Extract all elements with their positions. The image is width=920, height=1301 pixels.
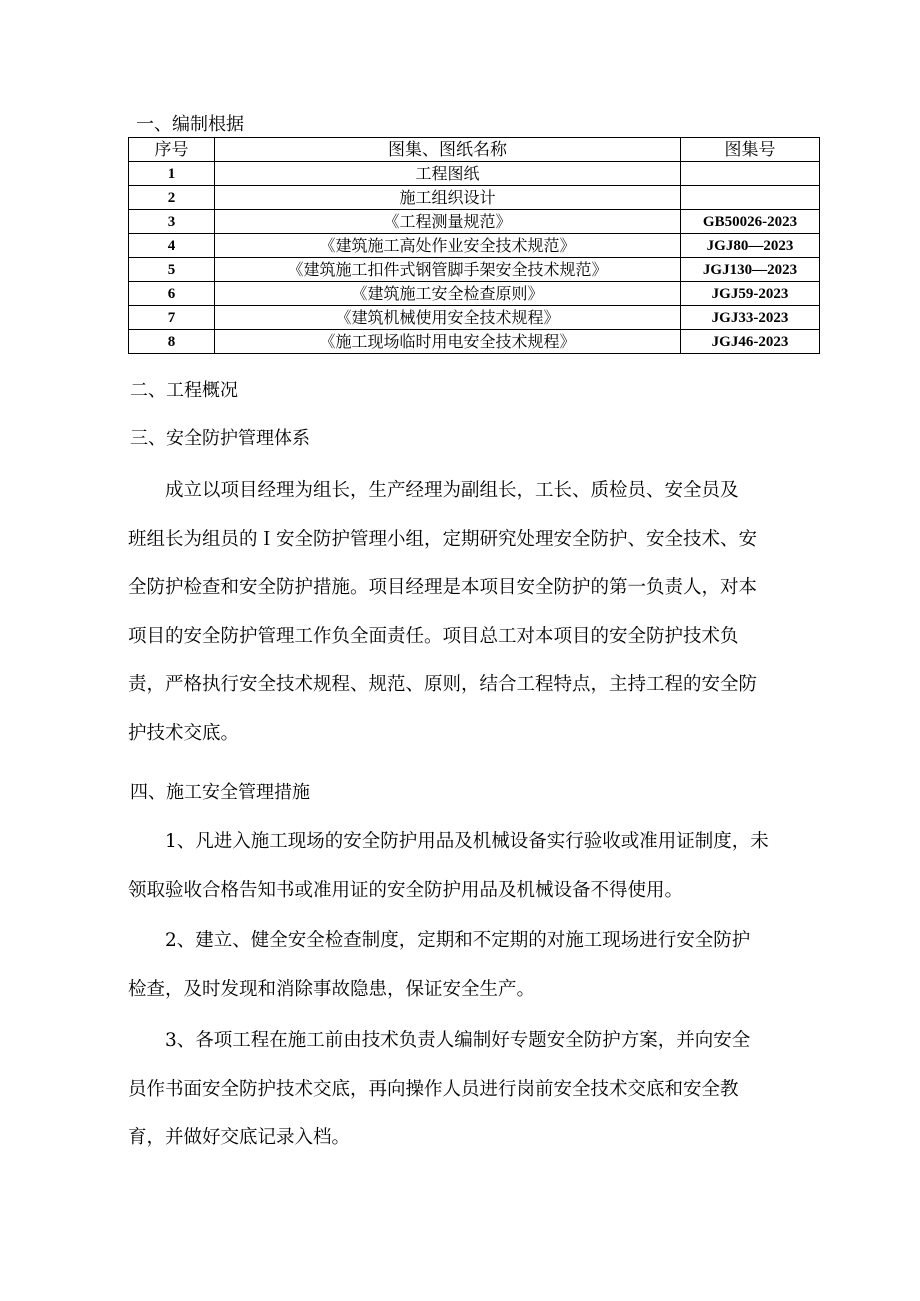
reference-table xyxy=(128,137,820,354)
row-code: JGJ33-2023 xyxy=(681,306,820,330)
table-row xyxy=(129,234,820,258)
row-code: JGJ46-2023 xyxy=(681,330,820,354)
table-row xyxy=(129,186,820,210)
paragraph-line: 全防护检查和安全防护措施。项目经理是本项目安全防护的第一负责人，对本 xyxy=(128,577,758,598)
row-no: 7 xyxy=(129,306,215,330)
section-3-title: 三、安全防护管理体系 xyxy=(130,428,310,449)
header-name: 图集、图纸名称 xyxy=(215,138,681,162)
table-row xyxy=(129,330,820,354)
row-code: JGJ80—2023 xyxy=(681,234,820,258)
section-1-title: 一、编制根据 xyxy=(136,114,244,135)
section-4-title: 四、施工安全管理措施 xyxy=(130,782,310,803)
paragraph-line: 成立以项目经理为组长，生产经理为副组长，工长、质检员、安全员及 xyxy=(165,480,739,501)
paragraph-line: 领取验收合格告知书或准用证的安全防护用品及机械设备不得使用。 xyxy=(128,879,684,901)
paragraph-line: 2、建立、健全安全检查制度，定期和不定期的对施工现场进行安全防护 xyxy=(165,930,751,951)
row-code: GB50026-2023 xyxy=(681,210,820,234)
row-no: 8 xyxy=(129,330,215,354)
paragraph-line: 检查，及时发现和消除事故隐患，保证安全生产。 xyxy=(128,978,536,1000)
paragraph-line: 项目的安全防护管理工作负全面责任。项目总工对本项目的安全防护技术负 xyxy=(128,625,739,647)
table-row xyxy=(129,282,820,306)
section-4-item-3 xyxy=(128,1017,808,1163)
section-3-paragraph xyxy=(128,467,808,758)
paragraph-line: 责，严格执行安全技术规程、规范、原则，结合工程特点，主持工程的安全防 xyxy=(128,674,758,695)
row-name: 《建筑机械使用安全技术规程》 xyxy=(215,306,681,330)
row-name: 《建筑施工安全检查原则》 xyxy=(215,282,681,306)
paragraph-line: 1、凡进入施工现场的安全防护用品及机械设备实行验收或准用证制度，未 xyxy=(165,831,769,852)
row-no: 1 xyxy=(129,162,215,186)
table-row xyxy=(129,210,820,234)
row-name: 施工组织设计 xyxy=(215,186,681,210)
paragraph-line: 护技术交底。 xyxy=(128,722,240,744)
header-code: 图集号 xyxy=(681,138,820,162)
row-name: 《工程测量规范》 xyxy=(215,210,681,234)
row-no: 2 xyxy=(129,186,215,210)
row-code: JGJ130—2023 xyxy=(681,258,820,282)
row-code xyxy=(681,186,820,210)
paragraph-line: 3、各项工程在施工前由技术负责人编制好专题安全防护方案，并向安全 xyxy=(165,1030,751,1051)
row-name: 《建筑施工高处作业安全技术规范》 xyxy=(215,234,681,258)
paragraph-line: 员作书面安全防护技术交底，再向操作人员进行岗前安全技术交底和安全教 xyxy=(128,1078,739,1100)
paragraph-line: 育，并做好交底记录入档。 xyxy=(128,1127,351,1148)
row-no: 3 xyxy=(129,210,215,234)
row-code: JGJ59-2023 xyxy=(681,282,820,306)
table-header-row xyxy=(129,138,820,162)
row-no: 5 xyxy=(129,258,215,282)
row-no: 6 xyxy=(129,282,215,306)
row-name: 《建筑施工扣件式钢管脚手架安全技术规范》 xyxy=(215,258,681,282)
table-row xyxy=(129,162,820,186)
table-row xyxy=(129,306,820,330)
header-no: 序号 xyxy=(129,138,215,162)
table-row xyxy=(129,258,820,282)
section-4-item-2 xyxy=(128,917,808,1014)
row-name: 《施工现场临时用电安全技术规程》 xyxy=(215,330,681,354)
row-name: 工程图纸 xyxy=(215,162,681,186)
section-4-item-1 xyxy=(128,818,808,915)
row-no: 4 xyxy=(129,234,215,258)
paragraph-line: 班组长为组员的Ｉ安全防护管理小组，定期研究处理安全防护、安全技术、安 xyxy=(128,528,758,550)
row-code xyxy=(681,162,820,186)
section-2-title: 二、工程概况 xyxy=(130,380,238,401)
